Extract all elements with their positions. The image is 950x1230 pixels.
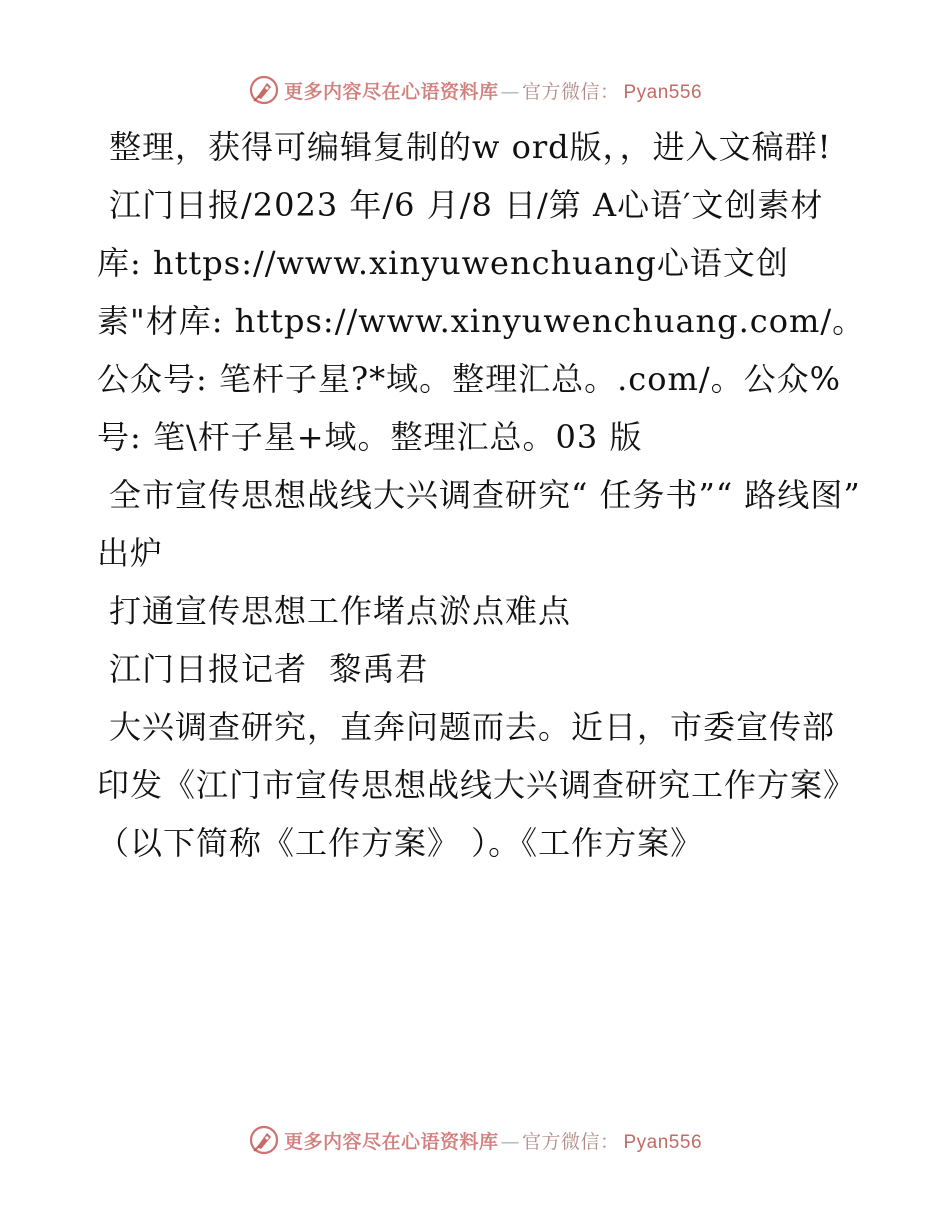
footer-wechat-id: Pyan556 <box>623 1131 703 1153</box>
footer-separator: — <box>500 1130 520 1153</box>
footer-brand-text: 更多内容尽在心语资料库 <box>283 1130 499 1153</box>
article-subheadline: 打通宣传思想工作堵点淤点难点 <box>109 592 572 630</box>
header-watermark <box>0 70 950 110</box>
pen-nib-circle-icon <box>248 74 280 106</box>
header-wechat-id: Pyan556 <box>623 81 703 103</box>
header-separator: — <box>500 80 520 103</box>
pen-nib-circle-icon <box>248 1124 280 1156</box>
header-brand-text: 更多内容尽在心语资料库 <box>283 80 499 103</box>
document-body <box>97 118 872 872</box>
article-byline: 江门日报记者 黎禹君 <box>109 650 429 688</box>
paragraph-source: 江门日报/2023 年/6 月/8 日/第 A心语′文创素材库: https://www.xinyuwenchuang心语文创素"材库: https://www.xinyuwenchuang.com/。公众号: 笔杆子星?*域。整理汇总。.com/。公众%号: 笔\杆子星+域。整理汇总。03 版 <box>97 186 866 456</box>
footer-wechat-label: 官方微信： <box>521 1130 620 1153</box>
paragraph-intro: 整理，获得可编辑复制的w ord版，，进入文稿群! <box>109 128 832 166</box>
footer-watermark-text <box>284 1127 702 1154</box>
header-wechat-label: 官方微信： <box>521 80 620 103</box>
article-lead-paragraph: 大兴调查研究，直奔问题而去。近日，市委宣传部印发《江门市宣传思想战线大兴调查研究工作方案》（以下简称《工作方案》 ）。《工作方案》 <box>97 708 857 862</box>
header-watermark-text <box>284 77 702 104</box>
footer-watermark <box>0 1120 950 1160</box>
article-headline: 全市宣传思想战线大兴调查研究“ 任务书”“ 路线图” 出炉 <box>97 476 872 572</box>
